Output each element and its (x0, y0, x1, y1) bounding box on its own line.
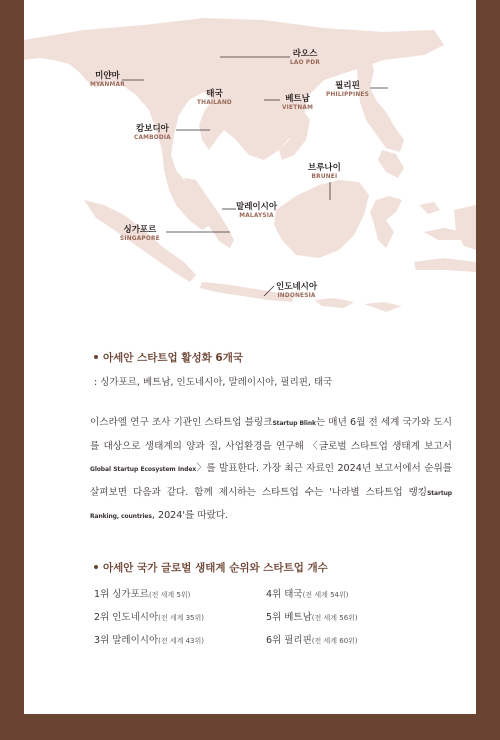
paragraph-english-note: Startup Blink (272, 420, 316, 427)
ranking-text: 3위 말레이시아 (94, 635, 159, 646)
ranking-text: 2위 인도네시아 (94, 612, 159, 623)
paragraph-text: , 2024'를 따랐다. (151, 510, 229, 521)
map-illustration (24, 0, 476, 340)
body-paragraph (90, 412, 452, 529)
map-label-thailand (197, 90, 232, 106)
map-label-philippines (326, 82, 369, 98)
document-page (24, 0, 476, 714)
ranking-text: 5위 베트남 (266, 612, 312, 623)
map-label-en: LAO PDR (290, 59, 321, 66)
section-heading-text: 아세안 스타트업 활성화 6개국 (103, 352, 243, 364)
map-label-malaysia (236, 203, 277, 219)
map-label-myanmar (90, 72, 125, 88)
map-label-en: CAMBODIA (134, 134, 171, 141)
ranking-note: (전 세계 60위) (311, 637, 358, 645)
map-label-singapore (120, 226, 160, 242)
map-label-laos (290, 50, 320, 66)
ranking-note: (전 세계 43위) (158, 637, 205, 645)
southeast-asia-map (24, 0, 476, 340)
ranking-note: (전 세계 35위) (158, 614, 205, 622)
map-label-en: BRUNEI (311, 173, 338, 180)
ranking-note: (전 세계 5위) (148, 591, 191, 599)
map-label-indonesia (276, 283, 317, 299)
map-label-ko: 인도네시아 (276, 282, 318, 292)
ranking-item (94, 586, 190, 600)
map-label-en: MYANMAR (90, 81, 125, 88)
page-frame-right (476, 0, 500, 740)
paragraph-english-note: Startup Ranking, countries (90, 489, 452, 520)
map-label-ko: 라오스 (292, 49, 318, 59)
map-label-ko: 캄보디아 (136, 124, 169, 134)
sulawesi (370, 196, 402, 248)
map-label-ko: 베트남 (285, 94, 310, 104)
ranking-note: (전 세계 54위) (302, 591, 349, 599)
section-heading-text: 아세안 국가 글로벌 생태계 순위와 스타트업 개수 (103, 562, 328, 574)
ranking-text: 4위 태국 (266, 589, 303, 600)
philippines-islands (356, 55, 404, 152)
ranking-item (266, 586, 348, 600)
map-label-ko: 미얀마 (95, 71, 120, 81)
map-label-en: SINGAPORE (120, 235, 160, 242)
ranking-item (94, 609, 204, 623)
page-frame-bottom (0, 714, 500, 740)
map-label-en: MALAYSIA (239, 212, 274, 219)
map-label-cambodia (134, 125, 171, 141)
ranking-text: 1위 싱가포르 (94, 589, 149, 600)
paragraph-text: 는 매년 6월 전 세계 국가와 도시를 대상으로 생태계의 양과 질, 사업환경을 연구해 〈글로벌 스타트업 생태계 보고서 (90, 417, 452, 452)
bullet-dot-icon (94, 355, 98, 359)
paragraph-text: 이스라엘 연구 조사 기관인 스타트업 블링크 (90, 417, 273, 428)
map-label-ko: 브루나이 (308, 163, 341, 173)
ranking-item (94, 632, 204, 646)
borneo (274, 180, 369, 258)
country-list: : 싱가포르, 베트남, 인도네시아, 말레이시아, 필리핀, 태국 (94, 377, 333, 388)
map-label-en: PHILIPPINES (326, 91, 369, 98)
ranking-item (266, 632, 358, 646)
map-label-ko: 싱가포르 (123, 225, 157, 235)
ranking-text: 6위 필리핀 (266, 635, 312, 646)
map-label-vietnam (282, 95, 313, 111)
map-label-en: INDONESIA (277, 292, 316, 299)
ranking-note: (전 세계 56위) (311, 614, 358, 622)
map-label-ko: 필리핀 (335, 81, 360, 91)
paragraph-english-note: Global Startup Ecosystem Index (90, 466, 197, 473)
map-label-en: THAILAND (197, 99, 232, 106)
map-label-ko: 말레이시아 (236, 202, 278, 212)
ranking-item (266, 609, 358, 623)
section-heading-rankings (94, 560, 328, 575)
paragraph-text: 〉를 발표한다. 가장 최근 자료인 2024년 보고서에서 순위를 살펴보면 다음과 같다. 함께 제시하는 스타트업 수는 '나라별 스타트업 랭킹 (90, 463, 452, 498)
map-label-en: VIETNAM (282, 104, 314, 111)
map-label-ko: 태국 (206, 89, 223, 99)
bullet-dot-icon (94, 565, 98, 569)
page-frame-left (0, 0, 24, 740)
map-label-brunei (308, 164, 341, 180)
section-heading-active-countries (94, 350, 243, 365)
